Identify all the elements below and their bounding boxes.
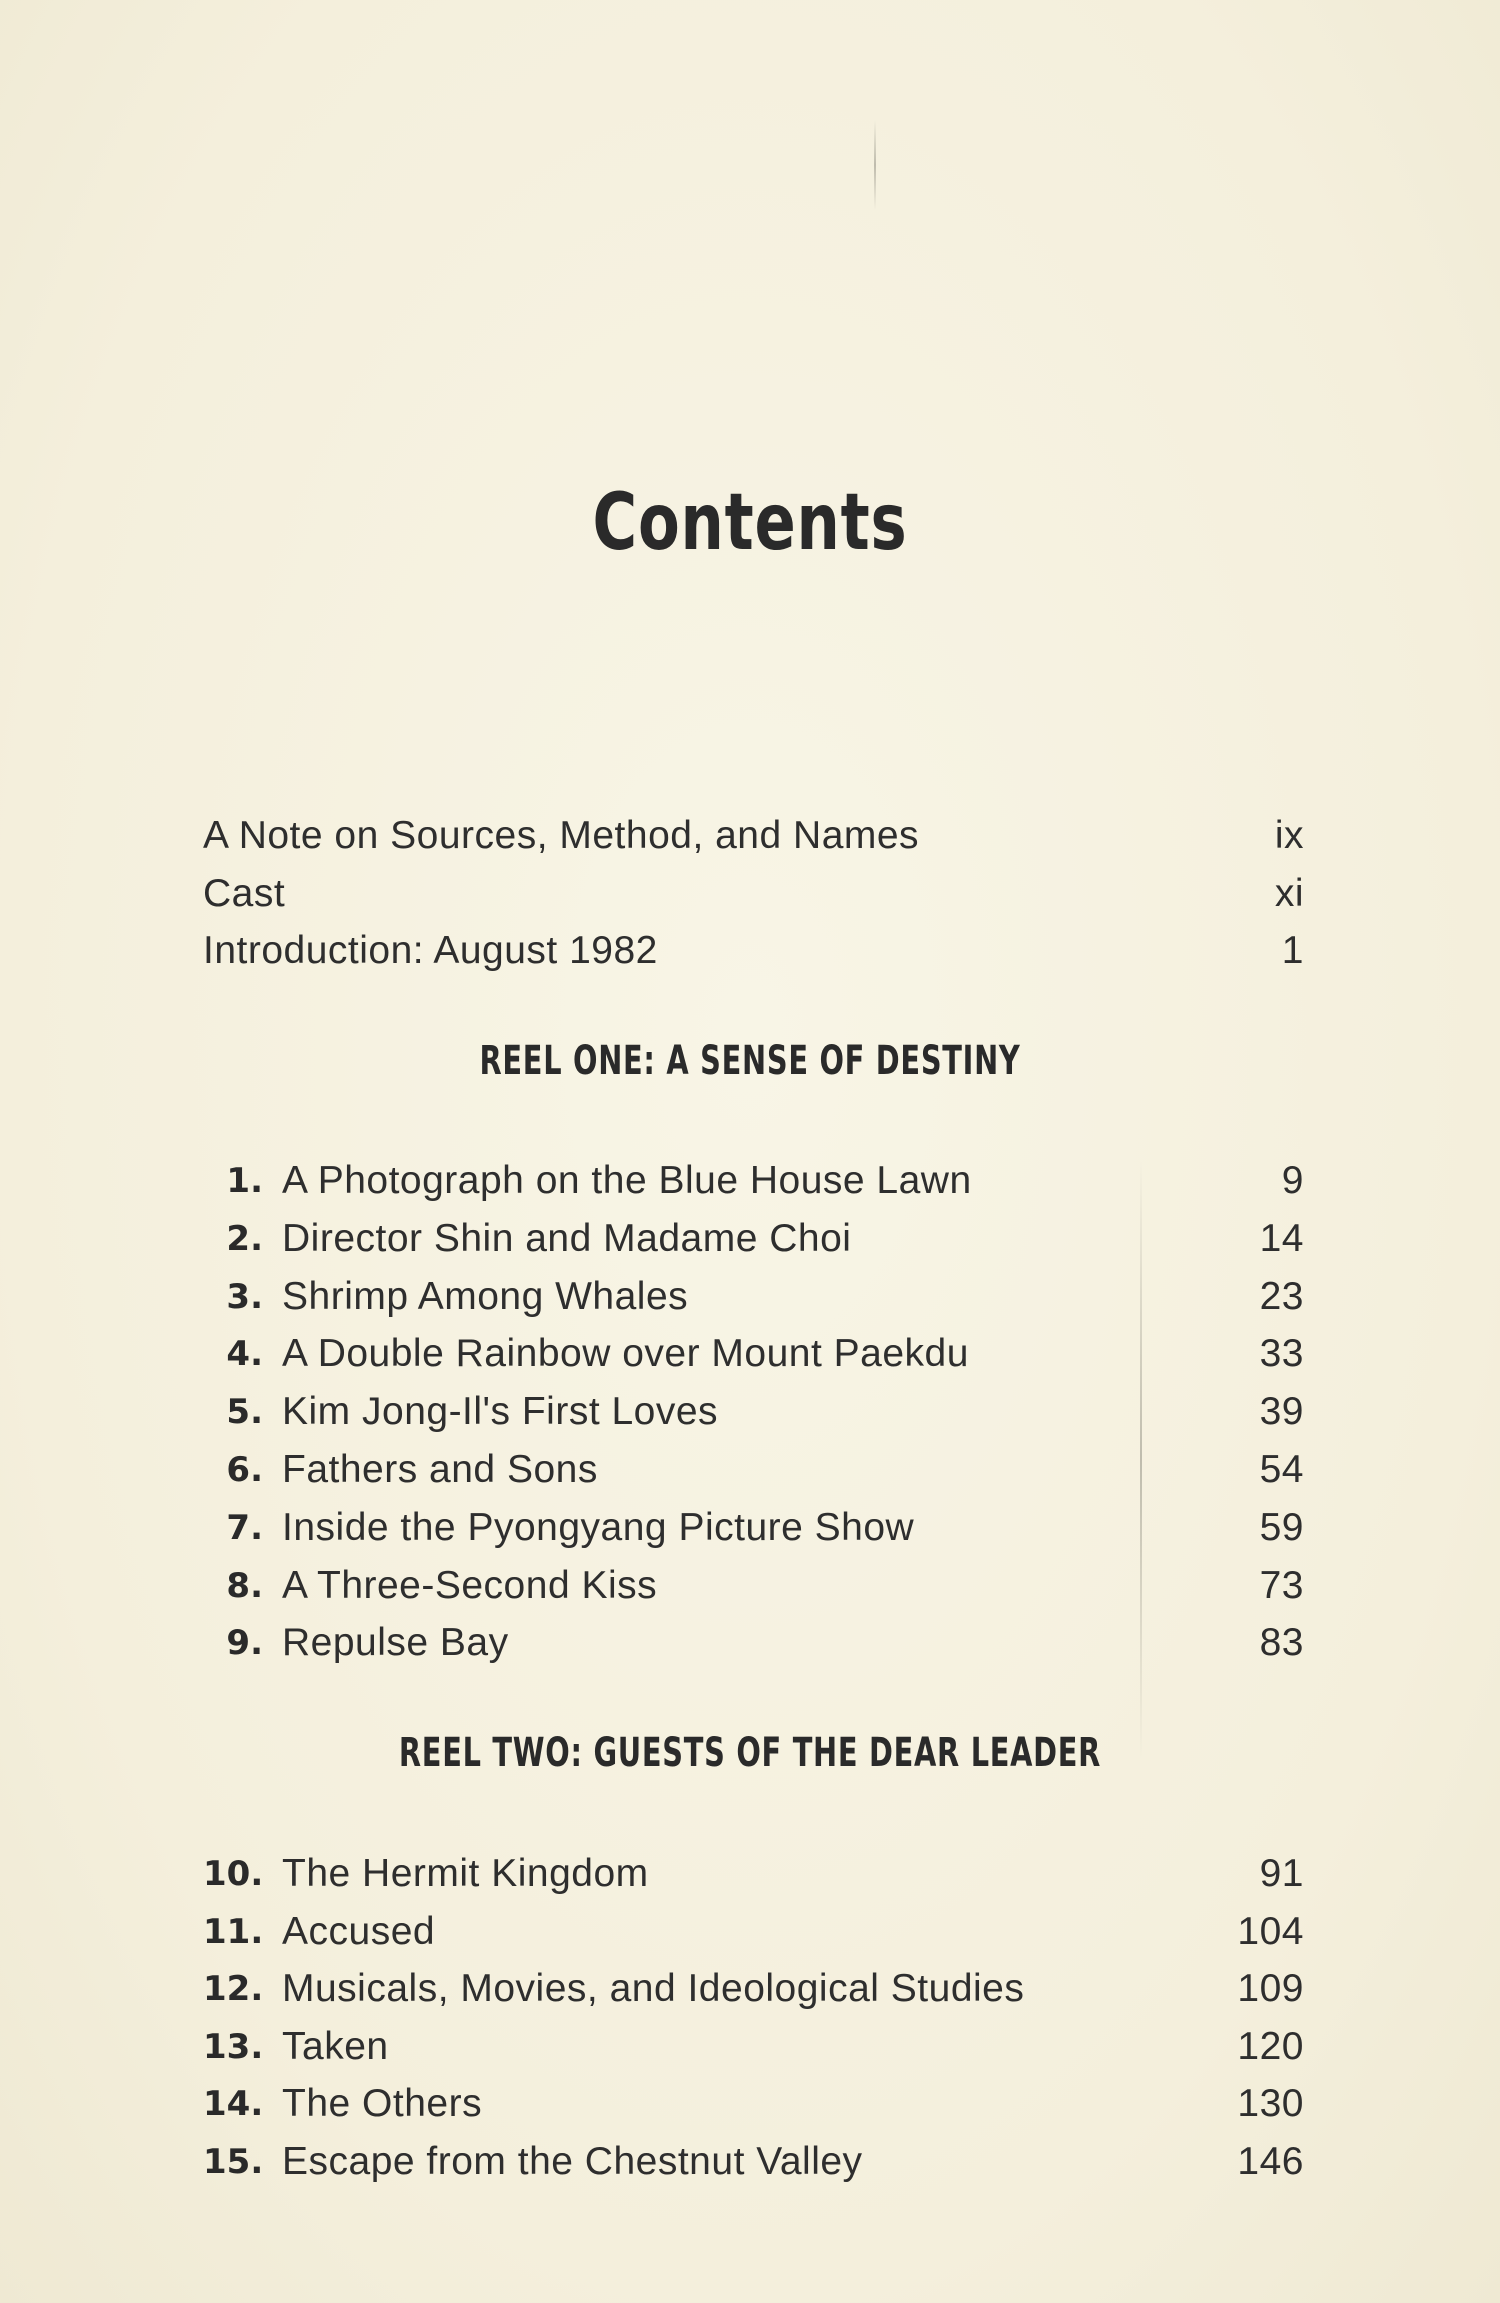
chapter-page: 109 <box>1237 1967 1304 2010</box>
chapter-title: Accused <box>282 1910 436 1953</box>
chapter-page: 146 <box>1237 2140 1304 2183</box>
chapter-page: 59 <box>1259 1506 1304 1549</box>
chapter-title: Shrimp Among Whales <box>282 1275 689 1318</box>
toc-entry-introduction[interactable] <box>0 922 1500 980</box>
chapter-title: A Photograph on the Blue House Lawn <box>282 1159 972 1202</box>
chapter-page: 33 <box>1259 1332 1304 1375</box>
toc-entry-label: Introduction: August 1982 <box>203 929 658 972</box>
chapter-number: 10. <box>203 1854 264 1894</box>
chapter-3[interactable] <box>0 1268 1500 1326</box>
toc-entry-page: xi <box>1274 872 1304 915</box>
chapter-page: 120 <box>1237 2025 1304 2068</box>
chapter-page: 130 <box>1237 2082 1304 2125</box>
chapter-1[interactable] <box>0 1152 1500 1210</box>
toc-entry-cast[interactable] <box>0 865 1500 923</box>
chapter-page: 91 <box>1259 1852 1304 1895</box>
chapter-13[interactable] <box>0 2018 1500 2076</box>
chapter-12[interactable] <box>0 1960 1500 2018</box>
chapter-number: 2. <box>226 1219 263 1259</box>
chapter-15[interactable] <box>0 2133 1500 2191</box>
chapter-page: 23 <box>1259 1275 1304 1318</box>
reel-two-heading: REEL TWO: GUESTS OF THE DEAR LEADER <box>398 1730 1102 1776</box>
chapter-page: 14 <box>1259 1217 1304 1260</box>
chapter-number: 5. <box>226 1392 263 1432</box>
reel-one-heading: REEL ONE: A SENSE OF DESTINY <box>479 1038 1021 1084</box>
chapter-page: 104 <box>1237 1910 1304 1953</box>
chapter-number: 14. <box>203 2084 264 2124</box>
chapter-page: 9 <box>1281 1159 1304 1202</box>
chapter-number: 4. <box>226 1334 263 1374</box>
chapter-page: 54 <box>1259 1448 1304 1491</box>
chapter-number: 1. <box>226 1161 263 1201</box>
chapter-number: 6. <box>226 1450 263 1490</box>
chapter-title: Repulse Bay <box>282 1621 509 1664</box>
chapter-9[interactable] <box>0 1614 1500 1672</box>
chapter-14[interactable] <box>0 2075 1500 2133</box>
chapter-8[interactable] <box>0 1557 1500 1615</box>
page-crease-mark <box>874 120 876 210</box>
chapter-title: Fathers and Sons <box>282 1448 598 1491</box>
page-title: Contents <box>592 478 908 568</box>
chapter-title: A Three-Second Kiss <box>282 1564 658 1607</box>
chapter-page: 83 <box>1259 1621 1304 1664</box>
chapter-number: 8. <box>226 1566 263 1606</box>
chapter-number: 13. <box>203 2027 264 2067</box>
toc-entry-page: ix <box>1274 814 1304 857</box>
chapter-number: 9. <box>226 1623 263 1663</box>
chapter-title: Musicals, Movies, and Ideological Studies <box>282 1967 1025 2010</box>
chapter-number: 7. <box>226 1508 263 1548</box>
chapter-11[interactable] <box>0 1903 1500 1961</box>
toc-entry-label: A Note on Sources, Method, and Names <box>203 814 920 857</box>
chapter-page: 73 <box>1259 1564 1304 1607</box>
chapter-4[interactable] <box>0 1325 1500 1383</box>
chapter-number: 15. <box>203 2142 264 2182</box>
chapter-page: 39 <box>1259 1390 1304 1433</box>
chapter-title: Escape from the Chestnut Valley <box>282 2140 863 2183</box>
toc-entry-label: Cast <box>203 872 286 915</box>
toc-entry-page: 1 <box>1281 929 1304 972</box>
chapter-title: The Hermit Kingdom <box>282 1852 649 1895</box>
chapter-title: A Double Rainbow over Mount Paekdu <box>282 1332 969 1375</box>
toc-entry-note-on-sources[interactable] <box>0 807 1500 865</box>
chapter-number: 3. <box>226 1277 263 1317</box>
chapter-number: 11. <box>203 1912 264 1952</box>
chapter-title: Director Shin and Madame Choi <box>282 1217 852 1260</box>
chapter-7[interactable] <box>0 1499 1500 1557</box>
chapter-title: Inside the Pyongyang Picture Show <box>282 1506 915 1549</box>
chapter-6[interactable] <box>0 1441 1500 1499</box>
chapter-2[interactable] <box>0 1210 1500 1268</box>
chapter-10[interactable] <box>0 1845 1500 1903</box>
chapter-title: Kim Jong-Il's First Loves <box>282 1390 719 1433</box>
chapter-5[interactable] <box>0 1383 1500 1441</box>
chapter-number: 12. <box>203 1969 264 2009</box>
chapter-title: The Others <box>282 2082 483 2125</box>
chapter-title: Taken <box>282 2025 389 2068</box>
